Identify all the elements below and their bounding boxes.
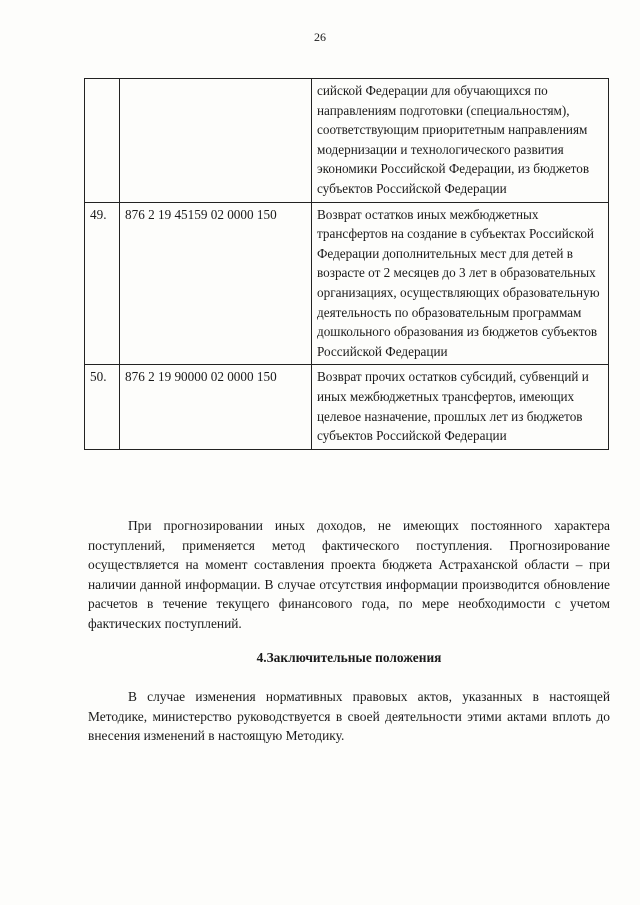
section-heading: 4.Заключительные положения	[256, 650, 442, 665]
row-number: 49.	[85, 202, 120, 365]
budget-code: 876 2 19 90000 02 0000 150	[120, 365, 312, 449]
table-row	[85, 79, 609, 203]
row-number	[85, 79, 120, 203]
budget-code	[120, 79, 312, 203]
budget-code: 876 2 19 45159 02 0000 150	[120, 202, 312, 365]
row-number: 50.	[85, 365, 120, 449]
table-row	[85, 202, 609, 365]
revenue-codes-table	[84, 78, 609, 450]
paragraph-final-provisions: В случае изменения нормативных правовых актов, указанных в настоящей Методике, министерство руководствуется в своей деятельности этими актами вплоть до внесения изменений в настоящую Методику.	[88, 689, 610, 743]
page-number: 26	[314, 30, 326, 44]
row-description: Возврат остатков иных межбюджетных трансфертов на создание в субъектах Российской Федерации дополнительных мест для детей в возрасте от 2 месяцев до 3 лет в образовательных организациях, осуществляющих образовательную деятельность по образовательным программам дошкольного образования из бюджетов субъектов Российской Федерации	[312, 202, 609, 365]
row-description: сийской Федерации для обучающихся по направлениям подготовки (специальностям), соответствующим приоритетным направлениям модернизации и технологического развития экономики Российской Федерации, из бюджетов субъектов Российской Федерации	[312, 79, 609, 203]
paragraph-other-revenues: При прогнозировании иных доходов, не имеющих постоянного характера поступлений, применяется метод фактического поступления. Прогнозирование осуществляется на момент составления проекта бюджета Астраханской области – при наличии данной информации. В случае отсутствия информации производится обновление расчетов в течение текущего финансового года, по мере необходимости с учетом фактических поступлений.	[88, 518, 610, 631]
table-row	[85, 365, 609, 449]
row-description: Возврат прочих остатков субсидий, субвенций и иных межбюджетных трансфертов, имеющих целевое назначение, прошлых лет из бюджетов субъектов Российской Федерации	[312, 365, 609, 449]
